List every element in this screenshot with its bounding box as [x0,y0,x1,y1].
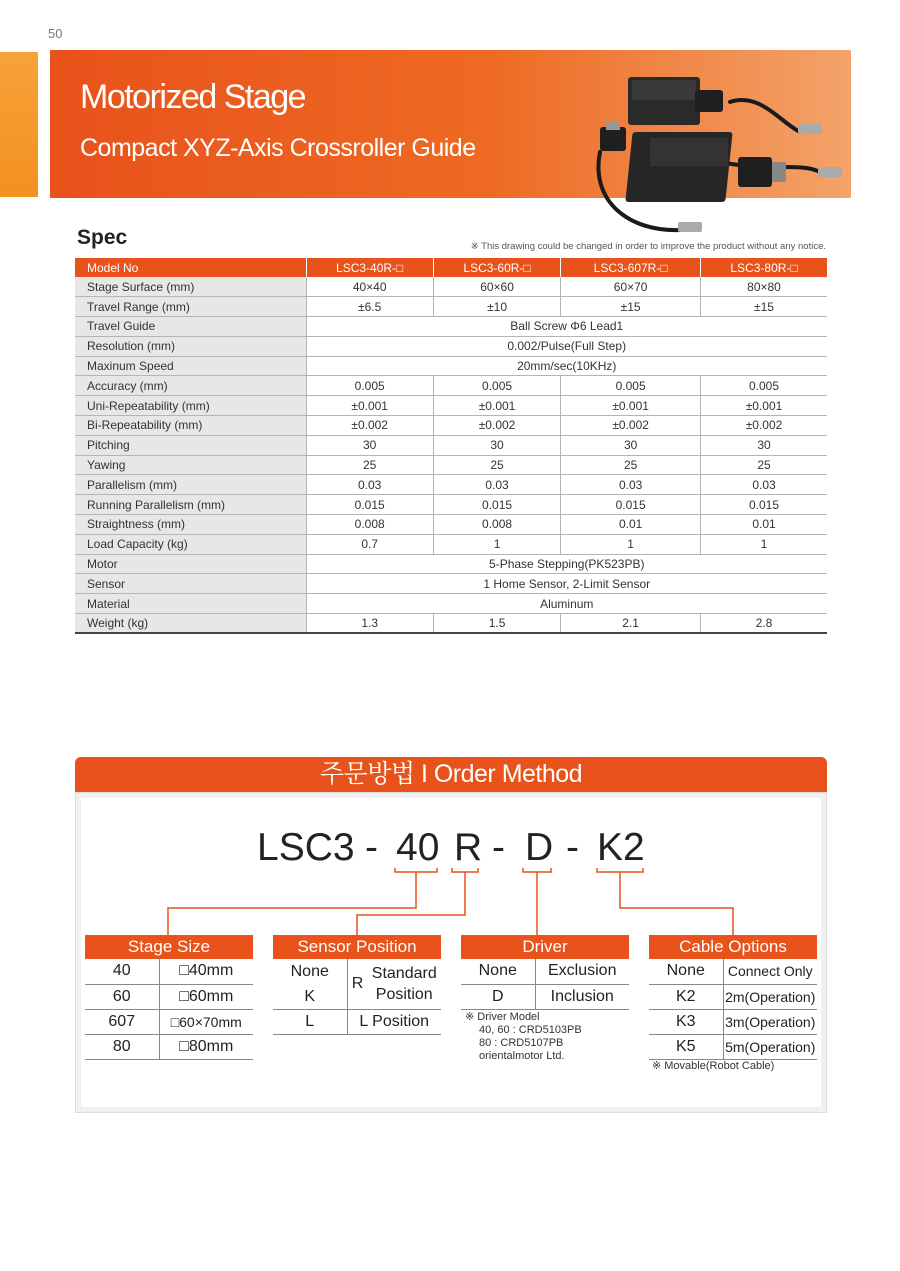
spec-row-value: ±15 [701,297,827,317]
spec-title: Spec [77,226,128,249]
spec-row-label: Travel Range (mm) [75,297,306,317]
cable-code: K3 [649,1009,723,1034]
spec-row-value: Ball Screw Φ6 Lead1 [306,317,827,337]
spec-row-value: 0.03 [561,475,701,495]
sensor-position-title: Sensor Position [273,935,441,959]
cable-options-title: Cable Options [649,935,817,959]
table-row [649,959,817,984]
driver-code: D [461,984,535,1009]
table-row [75,376,827,396]
spec-row-label: Motor [75,554,306,574]
code-sensor: R [454,826,483,869]
stage-size-code: 80 [85,1034,159,1059]
spec-row-value: 0.005 [306,376,433,396]
product-image [570,62,860,242]
driver-desc: Exclusion [535,959,629,984]
side-tab [0,52,38,197]
spec-row-label: Parallelism (mm) [75,475,306,495]
table-row [85,1009,253,1034]
spec-row-value: 0.03 [306,475,433,495]
spec-row-value: 25 [433,455,560,475]
spec-row-value: 0.005 [561,376,701,396]
table-row [75,336,827,356]
spec-header-model: LSC3-60R-□ [433,258,560,277]
driver-note-line: 80 : CRD5107PB [479,1037,564,1049]
table-row [75,416,827,436]
spec-row-value: 0.015 [561,495,701,515]
spec-row-label: Yawing [75,455,306,475]
spec-row-value: ±0.001 [433,396,560,416]
spec-row-value: 25 [701,455,827,475]
spec-row-value: 0.008 [306,515,433,535]
table-row [461,959,629,984]
spec-row-label: Running Parallelism (mm) [75,495,306,515]
sensor-r-code: R [351,975,364,992]
code-cable: K2 [597,826,645,869]
spec-row-value: 30 [701,435,827,455]
spec-row-value: ±0.001 [561,396,701,416]
banner-subtitle: Compact XYZ-Axis Crossroller Guide [80,134,476,162]
table-row [273,1010,441,1035]
stage-size-code: 60 [85,984,159,1009]
table-row [75,356,827,376]
driver-note-line: ※ Driver Model [465,1011,540,1023]
spec-row-value: 80×80 [701,277,827,297]
driver-title: Driver [461,935,629,959]
table-row [75,554,827,574]
table-row [75,396,827,416]
driver-desc: Inclusion [535,984,629,1009]
spec-row-value: 60×60 [433,277,560,297]
spec-row-value: 1.3 [306,614,433,634]
spec-row-value: ±15 [561,297,701,317]
spec-table [75,258,827,634]
code-dash: - [566,826,579,869]
cable-note: ※ Movable(Robot Cable) [652,1060,775,1072]
cable-desc: 3m(Operation) [723,1009,817,1034]
spec-row-value: 0.002/Pulse(Full Step) [306,336,827,356]
spec-row-label: Weight (kg) [75,614,306,634]
table-row [75,317,827,337]
spec-row-value: 20mm/sec(10KHz) [306,356,827,376]
spec-row-value: 0.01 [701,515,827,535]
spec-row-value: 1.5 [433,614,560,634]
table-row [273,959,441,984]
spec-row-value: 30 [561,435,701,455]
spec-row-value: Aluminum [306,594,827,614]
spec-row-value: 0.7 [306,534,433,554]
spec-row-value: 2.1 [561,614,701,634]
spec-row-value: 1 [701,534,827,554]
spec-row-value: 25 [561,455,701,475]
spec-row-value: ±0.002 [561,416,701,436]
cable-options-table [649,935,817,1060]
table-row [75,574,827,594]
sensor-l-desc: L Position [347,1010,441,1035]
spec-row-value: ±6.5 [306,297,433,317]
table-row [649,1034,817,1059]
driver-table [461,935,629,1010]
table-row [649,984,817,1009]
table-row [85,1034,253,1059]
spec-header-model: LSC3-40R-□ [306,258,433,277]
sensor-position-table [273,935,441,1035]
driver-note-line: orientalmotor Ltd. [479,1050,565,1062]
spec-header-model: LSC3-607R-□ [561,258,701,277]
sensor-code: None [290,962,329,980]
spec-row-label: Sensor [75,574,306,594]
sensor-r-desc [347,959,441,1010]
cable-desc: Connect Only [723,959,817,984]
spec-row-value: 0.03 [433,475,560,495]
sensor-r-desc-line2: Position [375,986,433,1003]
spec-row-label: Uni-Repeatability (mm) [75,396,306,416]
spec-row-value: 0.01 [561,515,701,535]
spec-row-label: Pitching [75,435,306,455]
stage-size-desc: □40mm [159,959,253,984]
spec-row-label: Resolution (mm) [75,336,306,356]
code-dash: - [492,826,505,869]
spec-row-value: ±0.002 [701,416,827,436]
stage-size-title: Stage Size [85,935,253,959]
table-row [75,475,827,495]
spec-row-value: 0.015 [433,495,560,515]
spec-row-label: Accuracy (mm) [75,376,306,396]
table-row [75,455,827,475]
spec-row-value: 30 [433,435,560,455]
sensor-code: K [273,984,347,1009]
table-row [75,534,827,554]
table-row [75,614,827,634]
cable-code: K2 [649,984,723,1009]
order-method-title: 주문방법 I Order Method [75,757,827,792]
spec-row-value: 40×40 [306,277,433,297]
driver-note-line: 40, 60 : CRD5103PB [479,1024,582,1036]
spec-row-value: ±0.001 [701,396,827,416]
cable-code: K5 [649,1034,723,1059]
spec-row-value: 1 [561,534,701,554]
spec-row-value: 60×70 [561,277,701,297]
code-driver: D [525,826,554,869]
stage-size-desc: □80mm [159,1034,253,1059]
cable-desc: 5m(Operation) [723,1034,817,1059]
spec-row-label: Material [75,594,306,614]
cable-desc: 2m(Operation) [723,984,817,1009]
code-prefix: LSC3 [257,826,355,869]
spec-row-value: 0.03 [701,475,827,495]
spec-header-row [75,258,827,277]
spec-row-value: 0.005 [433,376,560,396]
spec-row-value: 1 Home Sensor, 2-Limit Sensor [306,574,827,594]
spec-row-label: Travel Guide [75,317,306,337]
spec-row-value: 0.005 [701,376,827,396]
spec-row-value: 0.008 [433,515,560,535]
spec-row-value: ±10 [433,297,560,317]
table-row [461,984,629,1009]
stage-size-desc: □60mm [159,984,253,1009]
spec-row-label: Stage Surface (mm) [75,277,306,297]
cable-code: None [649,959,723,984]
table-row [75,435,827,455]
page-number: 50 [48,26,63,41]
sensor-code: L [273,1010,347,1035]
spec-row-value: 30 [306,435,433,455]
table-row [75,297,827,317]
stage-size-desc: □60×70mm [159,1009,253,1034]
spec-row-value: 0.015 [701,495,827,515]
table-row [75,515,827,535]
spec-row-value: 1 [433,534,560,554]
spec-row-label: Bi-Repeatability (mm) [75,416,306,436]
banner-title: Motorized Stage [80,78,306,116]
code-size: 40 [396,826,440,869]
spec-row-value: 0.015 [306,495,433,515]
spec-header-model-no: Model No [75,258,306,277]
table-row [85,984,253,1009]
spec-row-value: ±0.001 [306,396,433,416]
table-row [75,495,827,515]
table-row [75,277,827,297]
table-row [75,594,827,614]
spec-row-label: Straightness (mm) [75,515,306,535]
stage-size-code: 607 [85,1009,159,1034]
driver-code: None [461,959,535,984]
spec-row-value: 5-Phase Stepping(PK523PB) [306,554,827,574]
stage-size-code: 40 [85,959,159,984]
table-row [649,1009,817,1034]
spec-header-model: LSC3-80R-□ [701,258,827,277]
spec-row-value: ±0.002 [306,416,433,436]
table-row [85,959,253,984]
spec-row-label: Load Capacity (kg) [75,534,306,554]
spec-note: ※ This drawing could be changed in order to improve the product without any notice. [470,241,826,252]
spec-row-value: 25 [306,455,433,475]
sensor-r-desc-line1: Standard [371,965,437,982]
driver-note [465,1011,582,1063]
spec-row-value: ±0.002 [433,416,560,436]
spec-row-value: 2.8 [701,614,827,634]
spec-row-label: Maxinum Speed [75,356,306,376]
code-dash: - [365,826,378,869]
stage-size-table [85,935,253,1060]
